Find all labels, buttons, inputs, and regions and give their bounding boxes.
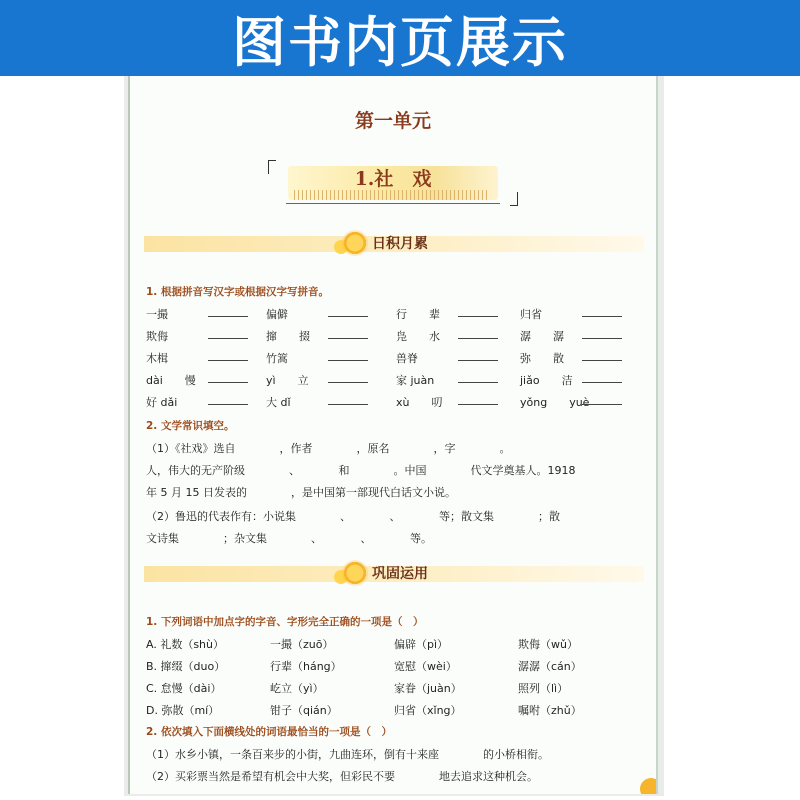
pinyin-item: 弥 散 [520, 352, 564, 365]
paragraph-line: （1）《社戏》选自 ，作者 ，原名 ，字 。 [146, 442, 511, 455]
answer-blank-wrap [208, 394, 248, 408]
paragraph-line: （1）水乡小镇，一条百来步的小街，九曲连环，倒有十来座 的小桥相衔。 [146, 748, 549, 761]
question-title: 2. 依次填入下面横线处的词语最恰当的一项是（ ） [146, 726, 392, 738]
pinyin-item: 欺侮 [146, 330, 168, 343]
pinyin-item: jiǎo 洁 [520, 374, 573, 387]
section-title: 日积月累 [372, 236, 428, 252]
answer-blank[interactable] [458, 394, 498, 405]
pinyin-item: 大 dǐ [266, 396, 291, 409]
option-item: 家眷（juàn） [394, 682, 462, 695]
paragraph-line: 年 5 月 15 日发表的 ，是中国第一部现代白话文小说。 [146, 486, 456, 499]
pinyin-item: 木楫 [146, 352, 168, 365]
answer-blank-wrap [328, 328, 368, 342]
option-row[interactable] [146, 636, 646, 654]
pinyin-item: dài 慢 [146, 374, 196, 387]
option-item: 欺侮（wǔ） [518, 638, 578, 651]
pinyin-item: xù 叨 [396, 396, 443, 409]
answer-blank[interactable] [208, 328, 248, 339]
answer-blank[interactable] [582, 394, 622, 405]
answer-blank[interactable] [328, 306, 368, 317]
answer-blank-wrap [582, 394, 622, 408]
lesson-underline [286, 203, 500, 204]
option-item: 一撮（zuō） [270, 638, 334, 651]
pinyin-row [146, 328, 646, 346]
sun-icon [342, 230, 368, 256]
option-item: 屹立（yì） [270, 682, 324, 695]
pinyin-item: 归省 [520, 308, 542, 321]
pinyin-item: 兽脊 [396, 352, 418, 365]
sun-icon [342, 560, 368, 586]
answer-blank-wrap [582, 328, 622, 342]
answer-blank[interactable] [328, 372, 368, 383]
lesson-title: 1.社 戏 [354, 168, 432, 190]
answer-blank[interactable] [208, 394, 248, 405]
answer-blank-wrap [208, 306, 248, 320]
question-title: 1. 根据拼音写汉字或根据汉字写拼音。 [146, 286, 329, 298]
question-title: 2. 文学常识填空。 [146, 420, 235, 432]
option-item: 照列（lì） [518, 682, 569, 695]
option-item: 宽慰（wèi） [394, 660, 457, 673]
option-item: 钳子（qián） [270, 704, 338, 717]
answer-blank-wrap [458, 328, 498, 342]
section-title: 巩固运用 [372, 566, 428, 582]
option-row[interactable] [146, 658, 646, 676]
book-page [128, 76, 658, 794]
paragraph-line: （2）买彩票当然是希望有机会中大奖，但彩民不要 地去追求这种机会。 [146, 770, 538, 783]
option-item: 偏辟（pì） [394, 638, 449, 651]
option-row[interactable] [146, 702, 646, 720]
answer-blank[interactable] [328, 394, 368, 405]
bracket-right [510, 192, 518, 206]
option-row[interactable] [146, 680, 646, 698]
answer-blank[interactable] [328, 328, 368, 339]
pinyin-item: yǒng yuè [520, 396, 590, 409]
answer-blank[interactable] [458, 328, 498, 339]
answer-blank-wrap [582, 350, 622, 364]
pinyin-item: 潺 潺 [520, 330, 564, 343]
pinyin-item: yì 立 [266, 374, 309, 387]
banner [0, 0, 800, 76]
answer-blank-wrap [458, 372, 498, 386]
pinyin-item: 好 dǎi [146, 396, 178, 409]
pinyin-row [146, 350, 646, 368]
paragraph-line: 文诗集 ；杂文集 、 、 等。 [146, 532, 432, 545]
answer-blank-wrap [458, 306, 498, 320]
unit-title: 第一单元 [354, 110, 431, 132]
option-item: 行辈（háng） [270, 660, 342, 673]
option-item: B. 撺缀（duo） [146, 660, 226, 673]
question-title: 1. 下列词语中加点字的字音、字形完全正确的一项是（ ） [146, 616, 424, 628]
answer-blank-wrap [208, 372, 248, 386]
paragraph-line: 人，伟大的无产阶级 、 和 。中国 代文学奠基人。1918 [146, 464, 576, 477]
lesson-ruler [294, 190, 490, 200]
answer-blank[interactable] [458, 350, 498, 361]
pinyin-item: 竹篙 [266, 352, 288, 365]
pinyin-row [146, 372, 646, 390]
answer-blank[interactable] [208, 372, 248, 383]
option-item: 潺潺（cán） [518, 660, 582, 673]
answer-blank[interactable] [458, 306, 498, 317]
option-item: A. 礼数（shù） [146, 638, 224, 651]
pinyin-item: 撺 掇 [266, 330, 310, 343]
answer-blank[interactable] [582, 306, 622, 317]
paragraph-line: （2）鲁迅的代表作有：小说集 、 、 等；散文集 ；散 [146, 510, 560, 523]
answer-blank-wrap [208, 350, 248, 364]
pinyin-row [146, 306, 646, 324]
lesson-header [268, 160, 518, 206]
option-item: D. 弥散（mí） [146, 704, 220, 717]
answer-blank[interactable] [582, 328, 622, 339]
answer-blank[interactable] [582, 372, 622, 383]
answer-blank-wrap [458, 350, 498, 364]
answer-blank[interactable] [458, 372, 498, 383]
option-item: 归省（xǐng） [394, 704, 462, 717]
answer-blank[interactable] [208, 350, 248, 361]
pinyin-item: 家 juàn [396, 374, 435, 387]
section-header-2 [144, 560, 644, 586]
answer-blank-wrap [328, 306, 368, 320]
answer-blank[interactable] [582, 350, 622, 361]
pinyin-item: 偏僻 [266, 308, 288, 321]
answer-blank[interactable] [208, 306, 248, 317]
pinyin-item: 一撮 [146, 308, 168, 321]
answer-blank-wrap [328, 394, 368, 408]
pinyin-item: 行 辈 [396, 308, 440, 321]
option-item: 嘱咐（zhǔ） [518, 704, 582, 717]
answer-blank-wrap [582, 306, 622, 320]
section-header-1 [144, 230, 644, 256]
answer-blank-wrap [328, 372, 368, 386]
pinyin-item: 凫 水 [396, 330, 440, 343]
pinyin-row [146, 394, 646, 412]
corner-sun-icon [640, 778, 658, 794]
answer-blank-wrap [458, 394, 498, 408]
option-item: C. 怠慢（dài） [146, 682, 222, 695]
answer-blank-wrap [328, 350, 368, 364]
answer-blank[interactable] [328, 350, 368, 361]
answer-blank-wrap [208, 328, 248, 342]
banner-title: 图书内页展示 [232, 10, 568, 74]
answer-blank-wrap [582, 372, 622, 386]
